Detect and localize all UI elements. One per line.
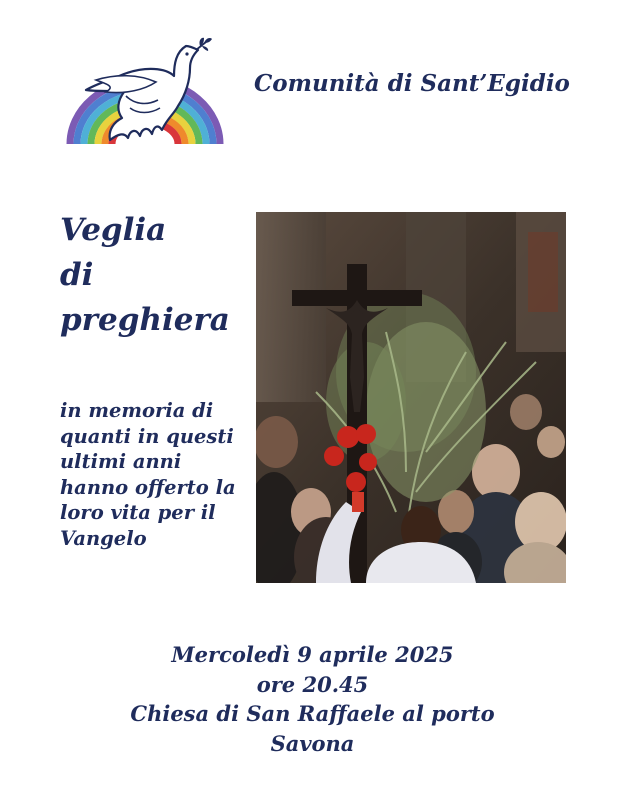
crucifix-procession-photo	[256, 212, 566, 583]
subtitle-line: hanno offerto la	[60, 475, 236, 499]
event-date: Mercoledì 9 aprile 2025	[171, 642, 454, 667]
event-title	[60, 208, 250, 343]
subtitle-line: in memoria di	[60, 399, 214, 422]
subtitle-line: quanti in questi	[60, 424, 234, 448]
event-subtitle	[60, 398, 250, 552]
subtitle-line: ultimi anni	[60, 450, 182, 474]
event-city: Savona	[270, 730, 355, 756]
organization-name: Comunità di Sant’Egidio	[254, 70, 570, 97]
subtitle-line: Vangelo	[60, 526, 147, 550]
event-details	[0, 640, 625, 758]
subtitle-line: loro vita per il	[60, 501, 216, 525]
event-time: ore 20.45	[256, 671, 369, 697]
event-place: Chiesa di San Raffaele al porto	[130, 701, 495, 726]
title-line-3: preghiera	[60, 302, 230, 338]
dove-rainbow-logo-icon	[66, 34, 224, 158]
title-line-2: di	[60, 257, 94, 293]
title-line-1: Veglia	[60, 212, 167, 248]
